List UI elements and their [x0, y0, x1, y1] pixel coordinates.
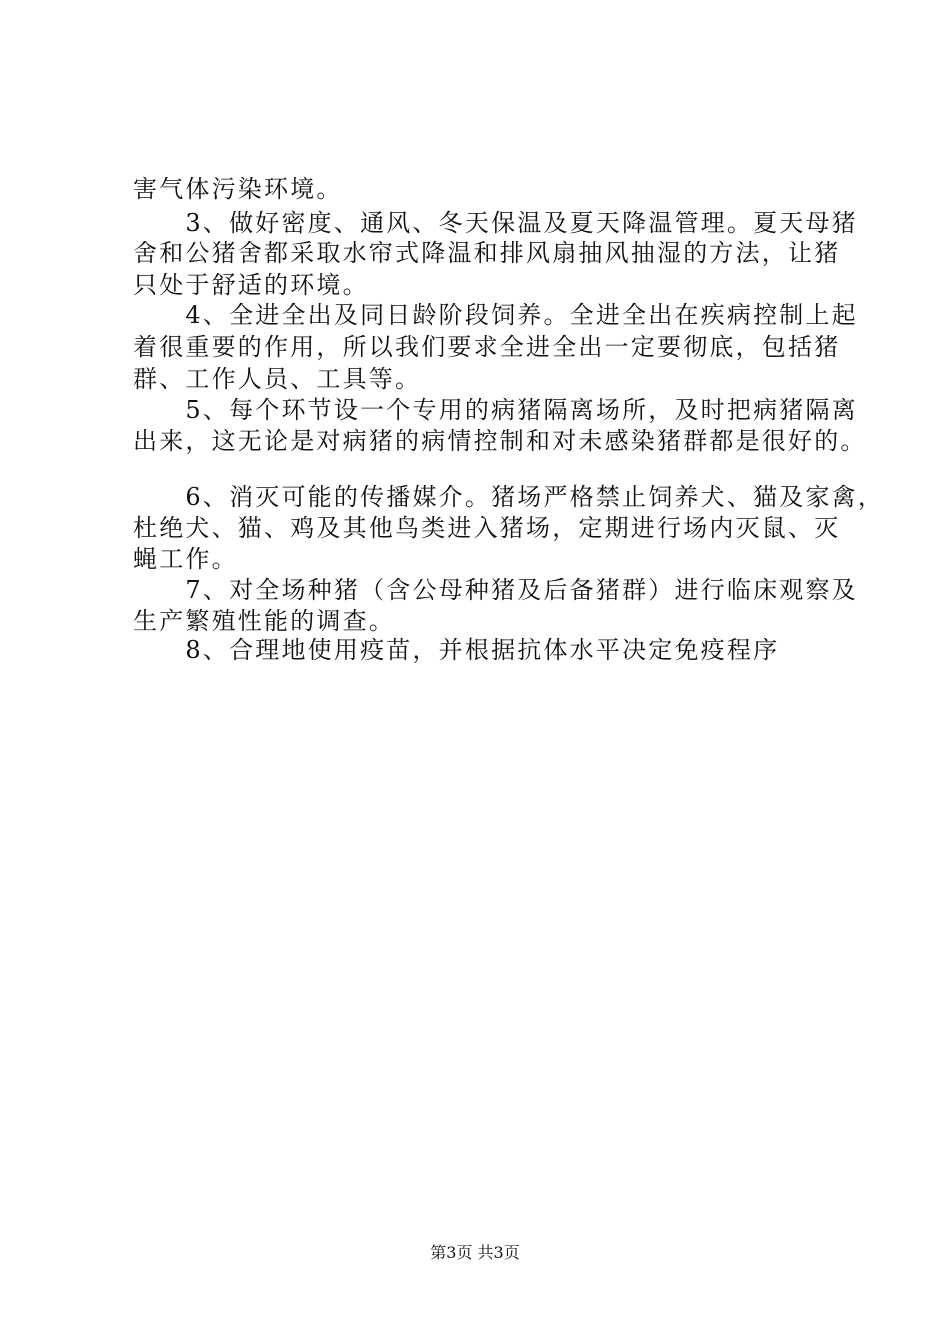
text-line: 生产繁殖性能的调查。: [133, 607, 395, 635]
text-line: 出来，这无论是对病猪的病情控制和对未感染猪群都是很好的。: [133, 427, 867, 455]
text-line: 舍和公猪舍都采取水帘式降温和排风扇抽风抽湿的方法，让猪: [133, 239, 841, 267]
text-line: 群、工作人员、工具等。: [133, 365, 422, 393]
text-line: 只处于舒适的环境。: [133, 271, 369, 299]
text-line: 着很重要的作用，所以我们要求全进全出一定要彻底，包括猪: [133, 333, 841, 361]
text-line: 3、做好密度、通风、冬天保温及夏天降温管理。夏天母猪: [133, 209, 858, 237]
text-line: 8、合理地使用疫苗，并根据抗体水平决定免疫程序: [133, 636, 780, 664]
text-line: 杜绝犬、猫、鸡及其他鸟类进入猪场，定期进行场内灭鼠、灭: [133, 514, 841, 542]
text-line: 5、每个环节设一个专用的病猪隔离场所，及时把病猪隔离: [133, 396, 858, 424]
text-line: 害气体污染环境。: [133, 175, 343, 203]
text-line: 蝇工作。: [133, 545, 238, 573]
text-line: 6、消灭可能的传播媒介。猪场严格禁止饲养犬、猫及家禽，: [133, 483, 885, 511]
text-line: 4、全进全出及同日龄阶段饲养。全进全出在疾病控制上起: [133, 301, 858, 329]
page-number: 第3页 共3页: [430, 1243, 520, 1262]
text-line: 7、对全场种猪（含公母种猪及后备猪群）进行临床观察及: [133, 576, 858, 604]
